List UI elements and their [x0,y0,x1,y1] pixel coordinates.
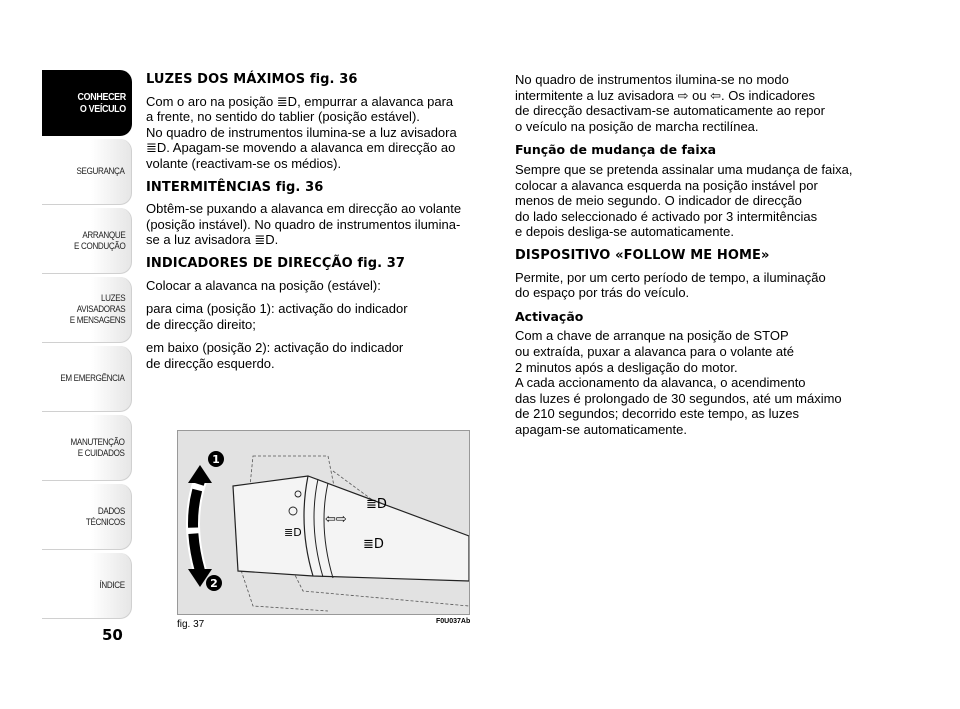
figure-lever-illustration [177,430,470,615]
heading-mudanca-faixa: Função de mudança de faixa [515,142,717,158]
heading-activacao: Activação [515,308,584,324]
tab-label: DADOS TÉCNICOS [85,505,125,528]
paragraph: Com o aro na posição ≣D, empurrar a alavanca para a frente, no sentido do tablier (posição estável). No quadro de instrumentos ilumina-se a luz avisadora ≣D. Apagam-se movendo a alavanca em direcção ao volante (reactivam-se os médios). [146,93,457,171]
paragraph: Colocar a alavanca na posição (estável): [146,277,381,293]
heading-intermitencias: INTERMITÊNCIAS fig. 36 [146,179,324,195]
heading-indicadores-direccao: INDICADORES DE DIRECÇÃO fig. 37 [146,255,406,271]
tab-seguranca[interactable] [42,139,132,205]
high-beam-symbol-1: ≣D [366,497,387,512]
tab-label: EM EMERGÊNCIA [60,373,125,384]
marker-2-label: 2 [210,577,218,590]
paragraph: Sempre que se pretenda assinalar uma mudança de faixa, colocar a alavanca esquerda na posição instável por menos de meio segundo. O indicador de direcção do lado seleccionado é activado por 3 intermitências e depois desliga-se automaticamente. [515,161,853,240]
marker-1-label: 1 [212,453,220,466]
tab-label: SEGURANÇA [76,166,125,177]
arrow-head-up [188,465,212,483]
paragraph: Com a chave de arranque na posição de STOP ou extraída, puxar a alavanca para o volante até 2 minutos após a desligação do motor. A cada accionamento da alavanca, o acendimento das luzes é prolongado de 30 segundos, até um máximo de 210 segundos; decorrido este tempo, as luzes apagam-se automaticamente. [515,328,842,437]
tab-label: ARRANQUE E CONDUÇÃO [73,229,125,252]
tab-label: ÍNDICE [99,580,125,591]
tab-dados-tecnicos[interactable] [42,484,132,550]
tab-label: LUZES AVISADORAS E MENSAGENS [69,293,125,326]
paragraph: No quadro de instrumentos ilumina-se no modo intermitente a luz avisadora ⇨ ou ⇦. Os indicadores de direcção desactivam-se automaticamente ao repor o veículo na posição de marcha rectilínea. [515,72,825,134]
turn-arrows-symbol: ⇦⇨ [325,512,347,527]
lever-body [233,476,469,581]
paragraph: em baixo (posição 2): activação do indicador de direcção esquerdo. [146,340,404,371]
tab-label: MANUTENÇÃO E CUIDADOS [70,436,125,459]
paragraph: para cima (posição 1): activação do indicador de direcção direito; [146,301,408,332]
figure-caption: fig. 37 [177,619,205,630]
tab-conhecer-o-veiculo[interactable] [42,70,132,136]
page-number: 50 [102,626,123,644]
paragraph: Permite, por um certo período de tempo, a iluminação do espaço por trás do veículo. [515,269,826,301]
figure-code: F0U037Ab [436,618,471,625]
heading-luzes-maximos: LUZES DOS MÁXIMOS fig. 36 [146,72,358,87]
paragraph: Obtêm-se puxando a alavanca em direcção ao volante (posição instável). No quadro de instrumentos ilumina- se a luz avisadora ≣D. [146,201,462,248]
heading-follow-me-home: DISPOSITIVO «FOLLOW ME HOME» [515,247,770,263]
tab-em-emergencia[interactable] [42,346,132,412]
low-beam-icon: ≣D [284,526,302,539]
tab-manutencao-cuidados[interactable] [42,415,132,481]
tab-indice[interactable] [42,553,132,619]
tab-arranque-conducao[interactable] [42,208,132,274]
lever-diagram [178,431,469,614]
right-column [515,72,855,445]
left-column [146,72,491,380]
tab-luzes-avisadoras[interactable] [42,277,132,343]
high-beam-symbol-2: ≣D [363,537,384,552]
tab-label: CONHECER O VEÍCULO [77,91,126,115]
